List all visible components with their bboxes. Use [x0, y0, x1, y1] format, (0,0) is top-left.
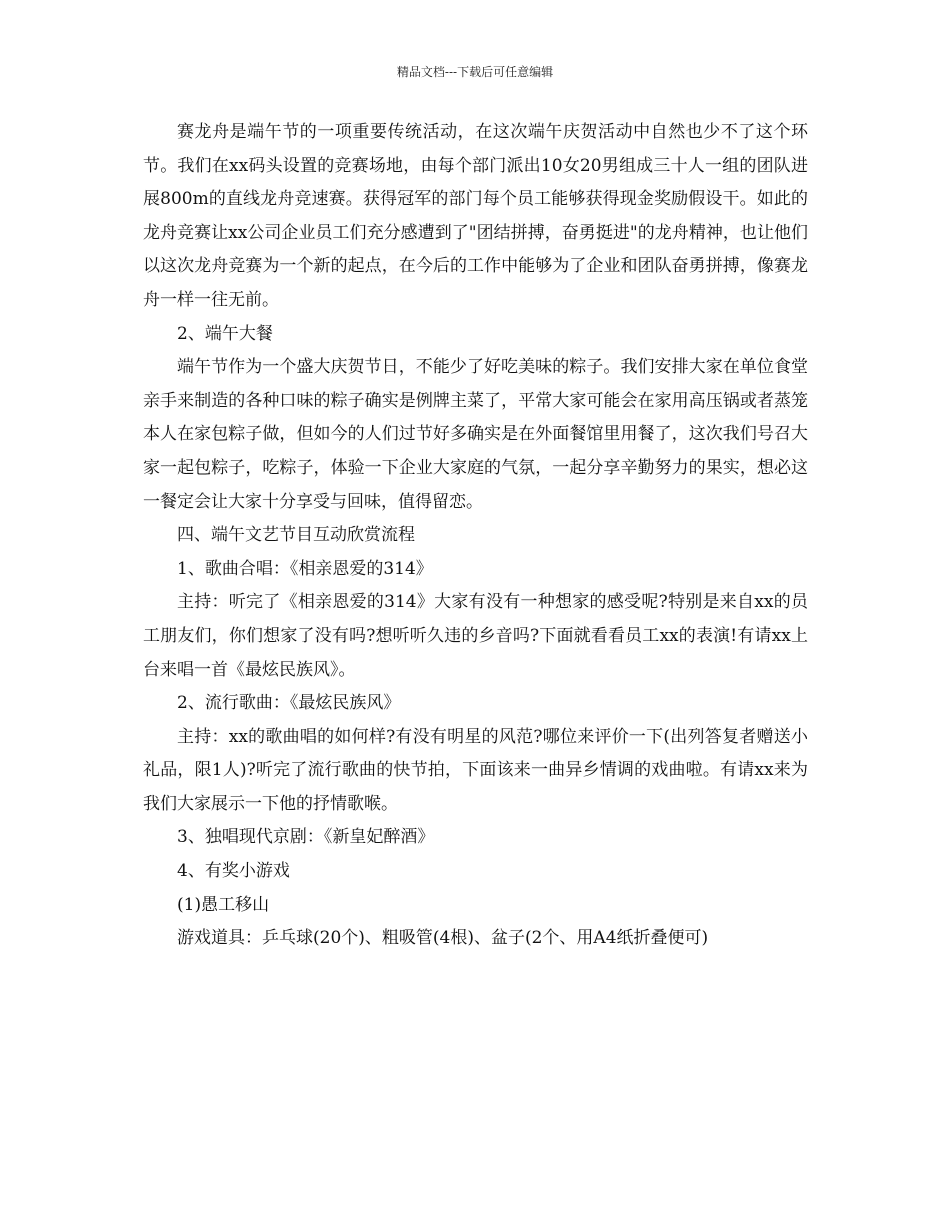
- paragraph-host-1: 主持：听完了《相亲恩爱的314》大家有没有一种想家的感受呢?特别是来自xx的员工朋友们，你们想家了没有吗?想听听久违的乡音吗?下面就看看员工xx的表演!有请xx上台来唱一首《最炫民族风》。: [143, 592, 808, 680]
- heading-pop-song: 2、流行歌曲：《最炫民族风》: [177, 693, 401, 714]
- document-body: [143, 116, 808, 956]
- heading-chorus: 1、歌曲合唱：《相亲恩爱的314》: [177, 558, 433, 579]
- game-props-line: 游戏道具：乒乓球(20个)、粗吸管(4根)、盆子(2个、用A4纸折叠便可): [177, 928, 709, 949]
- paragraph-zongzi: 端午节作为一个盛大庆贺节日，不能少了好吃美味的粽子。我们安排大家在单位食堂亲手来制造的各种口味的粽子确实是例牌主菜了，平常大家可能会在家用高压锅或者蒸笼本人在家包粽子做，但如今的人们过节好多确实是在外面餐馆里用餐了，这次我们号召大家一起包粽子，吃粽子，体验一下企业大家庭的气氛，一起分享辛勤努力的果实，想必这一餐定会让大家十分享受与回味，值得留恋。: [143, 357, 808, 512]
- heading-mini-game: 4、有奖小游戏: [177, 861, 290, 882]
- paragraph-dragon-boat: 赛龙舟是端午节的一项重要传统活动，在这次端午庆贺活动中自然也少不了这个环节。我们在xx码头设置的竞赛场地，由每个部门派出10女20男组成三十人一组的团队进展800m的直线龙舟竞速赛。获得冠军的部门每个员工能够获得现金奖励假设干。如此的龙舟竞赛让xx公司企业员工们充分感遭到了"团结拼搏，奋勇挺进"的龙舟精神，也让他们以这次龙舟竞赛为一个新的起点，在今后的工作中能够为了企业和团队奋勇拼搏，像赛龙舟一样一往无前。: [143, 122, 808, 310]
- page-header: 精品文档---下载后可任意编辑: [396, 65, 554, 79]
- heading-game-yugong: (1)愚工移山: [177, 894, 270, 915]
- paragraph-host-2: 主持：xx的歌曲唱的如何样?有没有明星的风范?哪位来评价一下(出列答复者赠送小礼品，限1人)?听完了流行歌曲的快节拍，下面该来一曲异乡情调的戏曲啦。有请xx来为我们大家展示一下他的抒情歌喉。: [143, 726, 808, 814]
- heading-peking-opera: 3、独唱现代京剧：《新皇妃醉酒》: [177, 827, 435, 848]
- heading-dragon-boat-feast: 2、端午大餐: [177, 323, 273, 344]
- section-heading-performance-flow: 四、端午文艺节目互动欣赏流程: [177, 525, 415, 546]
